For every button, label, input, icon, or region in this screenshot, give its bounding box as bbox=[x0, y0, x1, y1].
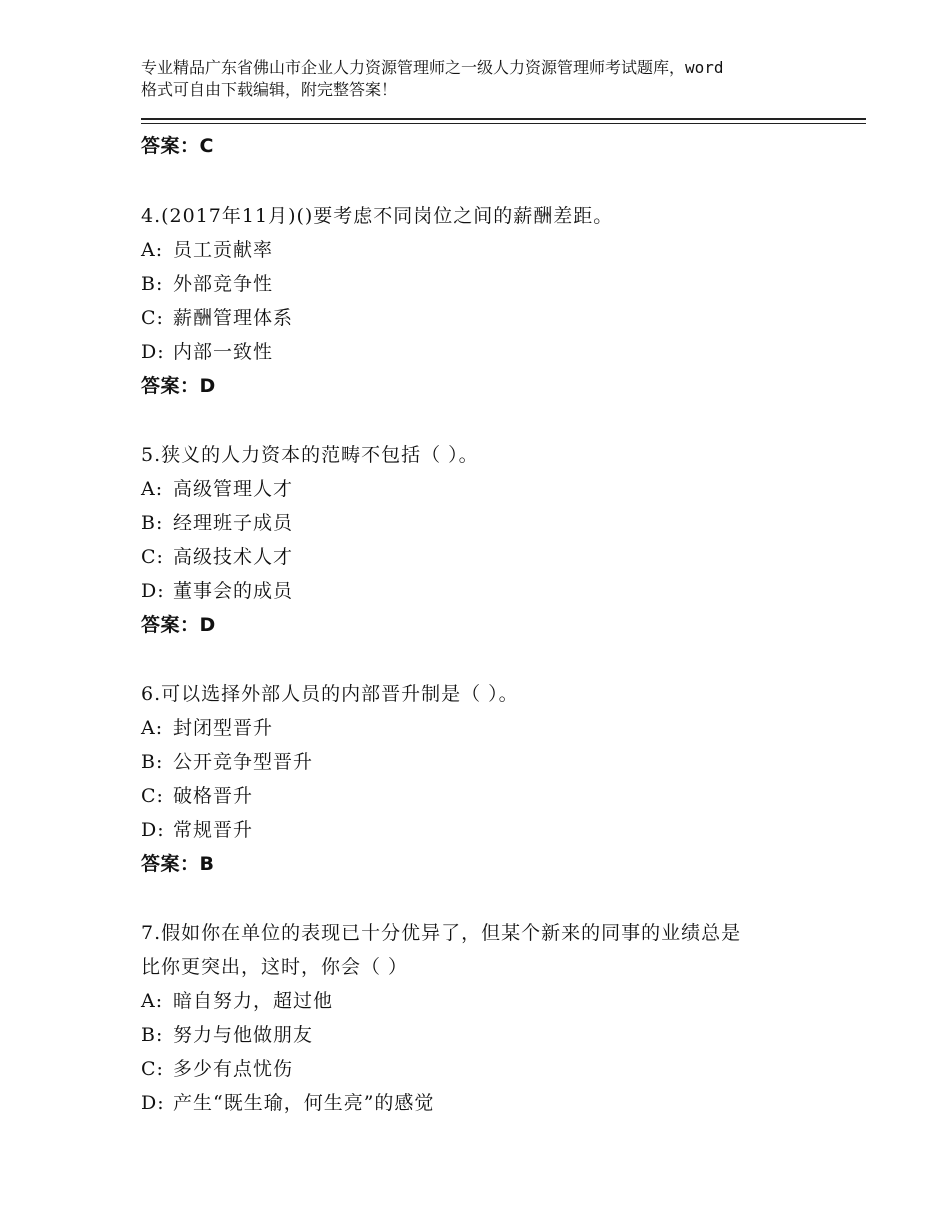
answer-6: 答案：B bbox=[141, 853, 215, 875]
option-text: 经理班子成员 bbox=[173, 512, 294, 534]
question-6-option-c bbox=[141, 781, 253, 808]
option-letter: D: bbox=[141, 1092, 165, 1114]
question-6-option-b bbox=[141, 747, 313, 774]
option-text: 破格晋升 bbox=[173, 785, 254, 807]
question-4-stem: 4.(2017年11月)()要考虑不同岗位之间的薪酬差距。 bbox=[141, 205, 614, 227]
question-4-option-d bbox=[141, 337, 273, 364]
option-text: 高级管理人才 bbox=[173, 478, 294, 500]
question-7-stem-line-2: 比你更突出，这时，你会（ ） bbox=[141, 956, 409, 978]
question-5-option-d bbox=[141, 576, 293, 603]
option-letter: D: bbox=[141, 819, 165, 841]
document-header bbox=[141, 57, 841, 101]
option-letter: C: bbox=[141, 307, 164, 329]
header-divider bbox=[141, 118, 866, 124]
option-text: 公开竞争型晋升 bbox=[173, 751, 314, 773]
option-text: 外部竞争性 bbox=[173, 273, 274, 295]
option-letter: B: bbox=[141, 512, 164, 534]
option-letter: D: bbox=[141, 580, 165, 602]
option-letter: D: bbox=[141, 341, 165, 363]
option-letter: C: bbox=[141, 1058, 164, 1080]
option-text: 产生“既生瑜，何生亮”的感觉 bbox=[173, 1092, 435, 1114]
question-5-option-b bbox=[141, 508, 293, 535]
option-letter: A: bbox=[141, 478, 164, 500]
option-letter: A: bbox=[141, 239, 164, 261]
answer-3: 答案：C bbox=[141, 135, 214, 157]
option-letter: B: bbox=[141, 751, 164, 773]
question-4-option-b bbox=[141, 269, 273, 296]
option-text: 努力与他做朋友 bbox=[173, 1024, 314, 1046]
question-4-option-a bbox=[141, 235, 273, 262]
option-text: 高级技术人才 bbox=[173, 546, 294, 568]
question-5-stem: 5.狭义的人力资本的范畴不包括（ ）。 bbox=[141, 444, 479, 466]
header-line-1: 专业精品广东省佛山市企业人力资源管理师之一级人力资源管理师考试题库，word bbox=[141, 58, 724, 77]
option-letter: C: bbox=[141, 785, 164, 807]
answer-5: 答案：D bbox=[141, 614, 216, 636]
question-4-option-c bbox=[141, 303, 293, 330]
option-letter: B: bbox=[141, 273, 164, 295]
option-text: 薪酬管理体系 bbox=[173, 307, 294, 329]
option-text: 暗自努力，超过他 bbox=[173, 990, 334, 1012]
option-text: 董事会的成员 bbox=[173, 580, 294, 602]
option-letter: C: bbox=[141, 546, 164, 568]
option-letter: A: bbox=[141, 990, 164, 1012]
option-text: 多少有点忧伤 bbox=[173, 1058, 294, 1080]
option-text: 封闭型晋升 bbox=[173, 717, 274, 739]
question-6-option-a bbox=[141, 713, 273, 740]
question-5-option-a bbox=[141, 474, 293, 501]
question-7-option-b bbox=[141, 1020, 313, 1047]
answer-4: 答案：D bbox=[141, 375, 216, 397]
question-6-option-d bbox=[141, 815, 253, 842]
question-7-option-a bbox=[141, 986, 333, 1013]
option-text: 员工贡献率 bbox=[173, 239, 274, 261]
option-text: 内部一致性 bbox=[173, 341, 274, 363]
question-7-stem-line-1: 7.假如你在单位的表现已十分优异了，但某个新来的同事的业绩总是 bbox=[141, 922, 742, 944]
question-6-stem: 6.可以选择外部人员的内部晋升制是（ ）。 bbox=[141, 683, 519, 705]
question-5-option-c bbox=[141, 542, 293, 569]
question-7-option-c bbox=[141, 1054, 293, 1081]
option-text: 常规晋升 bbox=[173, 819, 254, 841]
option-letter: A: bbox=[141, 717, 164, 739]
header-line-2: 格式可自由下载编辑，附完整答案！ bbox=[141, 80, 398, 99]
question-7-option-d bbox=[141, 1088, 434, 1115]
option-letter: B: bbox=[141, 1024, 164, 1046]
